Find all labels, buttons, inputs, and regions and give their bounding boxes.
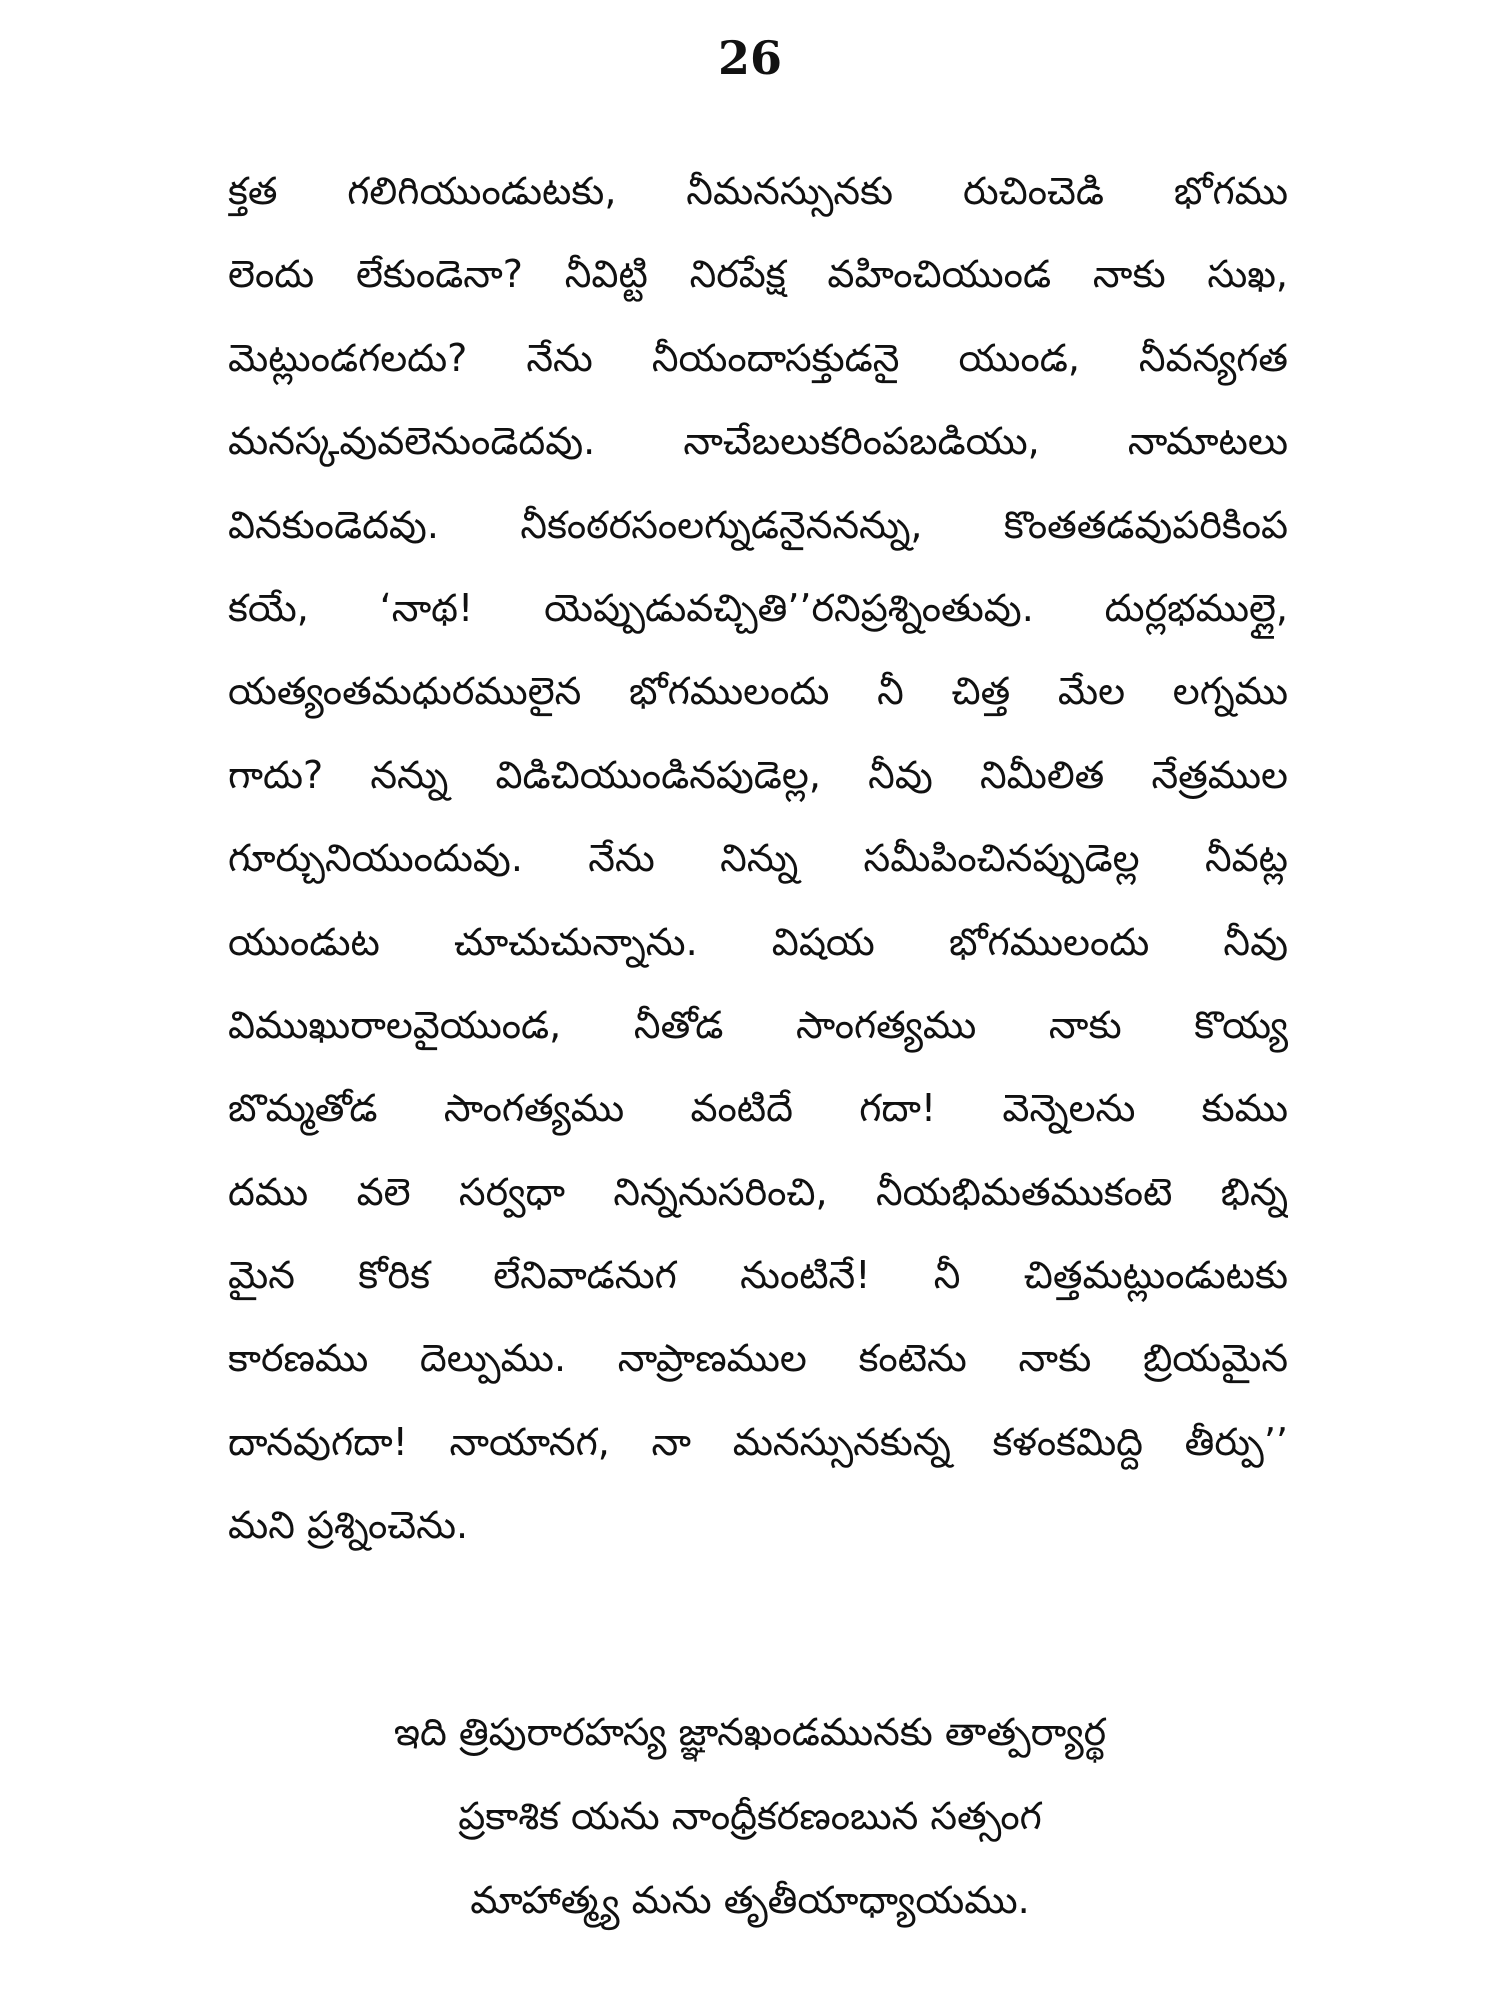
colophon-line: మాహాత్మ్య మను తృతీయాధ్యాయము.	[470, 1878, 1030, 1922]
text-line: క్తత గలిగియుండుటకు, నీమనస్సునకు రుచించెడి భోగము	[228, 169, 1288, 213]
colophon-line: ప్రకాశిక యను నాంధ్రీకరణంబున సత్సంగ	[458, 1794, 1042, 1838]
text-line: దము వలె సర్వధా నిన్ననుసరించి, నీయభిమతముకంటె భిన్న	[228, 1169, 1288, 1214]
text-line: బొమ్మతోడ సాంగత్యము వంటిదే గదా! వెన్నెలను కుము	[228, 1086, 1288, 1131]
text-line: కయే, ‘నాథ! యెప్పుడువచ్చితి’’రనిప్రశ్నింతువు. దుర్లభముల్లై,	[228, 585, 1288, 630]
text-line: లెందు లేకుండెనా? నీవిట్టి నిరపేక్ష వహించియుండ నాకు సుఖ,	[228, 252, 1288, 297]
text-line: వినకుండెదవు. నీకంఠరసంలగ్నుడనైననన్ను, కొంతతడవుపరికింప	[228, 502, 1288, 547]
text-line: మైన కోరిక లేనివాడనుగ నుంటినే! నీ చిత్తమట్లుండుటకు	[228, 1253, 1288, 1298]
text-line: మని ప్రశ్నించెను.	[228, 1503, 469, 1548]
text-line: మెట్లుండగలదు? నేను నీయందాసక్తుడనై యుండ, నీవన్యగత	[228, 335, 1288, 380]
colophon-line: ఇది త్రిపురారహస్య జ్ఞానఖండమునకు తాత్పర్యార్థ	[393, 1710, 1107, 1754]
text-line: మనస్కవువలెనుండెదవు. నాచేబలుకరింపబడియు, నామాటలు	[228, 419, 1288, 464]
chapter-colophon	[0, 1690, 1500, 1942]
page-number: 26	[717, 31, 782, 85]
text-line: యత్యంతమధురములైన భోగములందు నీ చిత్త మేల లగ్నము	[228, 669, 1288, 714]
text-line: యుండుట చూచుచున్నాను. విషయ భోగములందు నీవు	[228, 919, 1288, 964]
text-line: విముఖురాలవైయుండ, నీతోడ సాంగత్యము నాకు కొయ్య	[228, 1002, 1288, 1047]
text-line: గాదు? నన్ను విడిచియుండినపుడెల్ల, నీవు నిమీలిత నేత్రముల	[228, 752, 1288, 797]
text-line: కారణము దెల్పుము. నాప్రాణముల కంటెను నాకు బ్రియమైన	[228, 1336, 1288, 1381]
text-line: గూర్చునియుందువు. నేను నిన్ను సమీపించినప్పుడెల్ల నీవట్ల	[228, 836, 1288, 881]
text-line: దానవుగదా! నాయానగ, నా మనస్సునకున్న కళంకమిద్ది తీర్పు’’	[228, 1419, 1288, 1464]
body-text	[228, 150, 1288, 1568]
